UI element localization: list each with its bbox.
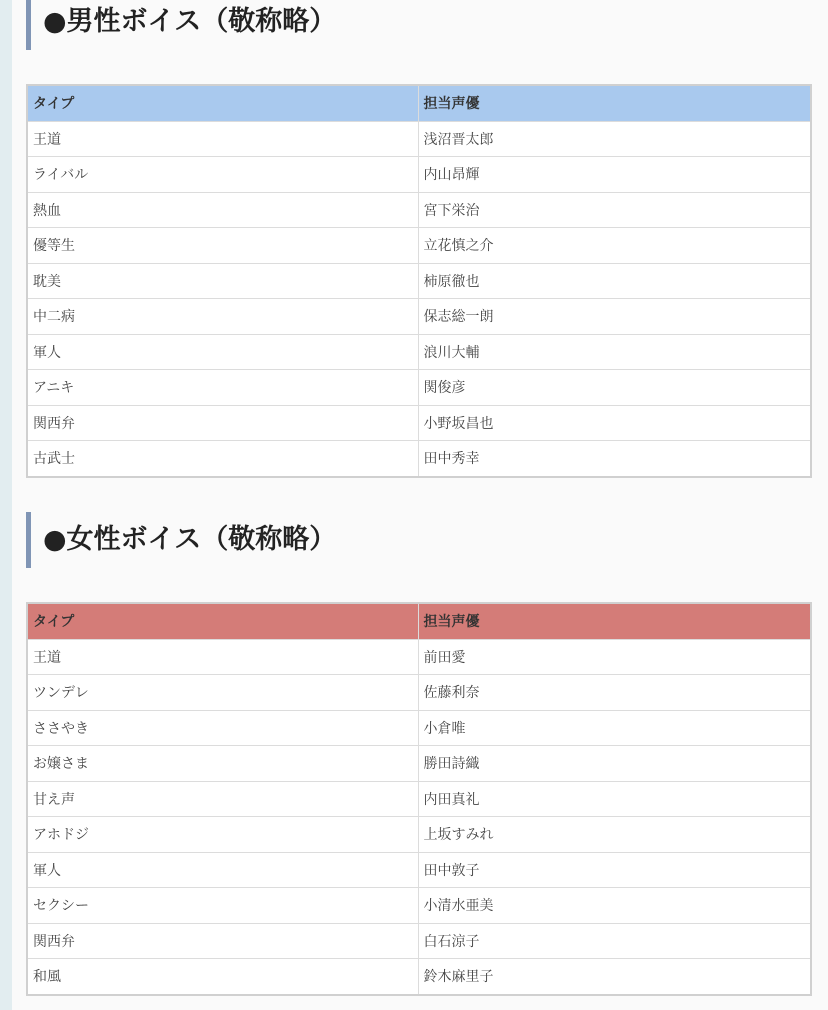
table-header-row — [27, 603, 811, 639]
table-row — [27, 299, 811, 335]
table-row — [27, 192, 811, 228]
voice-type-cell: アホドジ — [27, 817, 418, 853]
female-voice-heading: ●女性ボイス（敬称略） — [26, 512, 806, 568]
table-row — [27, 441, 811, 477]
voice-type-cell: 王道 — [27, 639, 418, 675]
column-header-type: タイプ — [27, 85, 418, 121]
voice-type-cell: 和風 — [27, 959, 418, 995]
table-row — [27, 334, 811, 370]
table-row — [27, 263, 811, 299]
table-row — [27, 817, 811, 853]
table-row — [27, 746, 811, 782]
table-row — [27, 710, 811, 746]
voice-actor-cell: 小清水亜美 — [418, 888, 811, 924]
voice-actor-cell: 浪川大輔 — [418, 334, 811, 370]
voice-actor-cell: 関俊彦 — [418, 370, 811, 406]
table-row — [27, 781, 811, 817]
voice-type-cell: 中二病 — [27, 299, 418, 335]
table-row — [27, 405, 811, 441]
female-voice-table — [26, 602, 812, 996]
voice-actor-cell: 田中秀幸 — [418, 441, 811, 477]
voice-actor-cell: 小倉唯 — [418, 710, 811, 746]
voice-actor-cell: 保志総一朗 — [418, 299, 811, 335]
voice-type-cell: 優等生 — [27, 228, 418, 264]
voice-actor-cell: 小野坂昌也 — [418, 405, 811, 441]
table-row — [27, 888, 811, 924]
voice-actor-cell: 宮下栄治 — [418, 192, 811, 228]
voice-actor-cell: 浅沼晋太郎 — [418, 121, 811, 157]
table-header-row — [27, 85, 811, 121]
table-row — [27, 675, 811, 711]
column-header-type: タイプ — [27, 603, 418, 639]
column-header-actor: 担当声優 — [418, 85, 811, 121]
voice-type-cell: 関西弁 — [27, 923, 418, 959]
voice-type-cell: 古武士 — [27, 441, 418, 477]
voice-type-cell: セクシー — [27, 888, 418, 924]
voice-actor-cell: 田中敦子 — [418, 852, 811, 888]
article-content — [12, 0, 828, 1010]
voice-type-cell: 熱血 — [27, 192, 418, 228]
table-row — [27, 959, 811, 995]
voice-type-cell: 関西弁 — [27, 405, 418, 441]
voice-type-cell: 王道 — [27, 121, 418, 157]
voice-type-cell: お嬢さま — [27, 746, 418, 782]
voice-type-cell: ライバル — [27, 157, 418, 193]
table-row — [27, 228, 811, 264]
voice-actor-cell: 柿原徹也 — [418, 263, 811, 299]
voice-type-cell: 耽美 — [27, 263, 418, 299]
male-voice-heading: ●男性ボイス（敬称略） — [26, 0, 806, 50]
voice-actor-cell: 立花慎之介 — [418, 228, 811, 264]
voice-type-cell: アニキ — [27, 370, 418, 406]
male-voice-table — [26, 84, 812, 478]
voice-actor-cell: 内田真礼 — [418, 781, 811, 817]
table-row — [27, 121, 811, 157]
voice-actor-cell: 白石涼子 — [418, 923, 811, 959]
voice-type-cell: 軍人 — [27, 334, 418, 370]
voice-type-cell: ツンデレ — [27, 675, 418, 711]
voice-type-cell: 軍人 — [27, 852, 418, 888]
column-header-actor: 担当声優 — [418, 603, 811, 639]
table-row — [27, 852, 811, 888]
table-row — [27, 639, 811, 675]
voice-actor-cell: 前田愛 — [418, 639, 811, 675]
voice-type-cell: 甘え声 — [27, 781, 418, 817]
voice-actor-cell: 内山昂輝 — [418, 157, 811, 193]
voice-type-cell: ささやき — [27, 710, 418, 746]
table-row — [27, 370, 811, 406]
table-row — [27, 923, 811, 959]
voice-actor-cell: 上坂すみれ — [418, 817, 811, 853]
voice-actor-cell: 鈴木麻里子 — [418, 959, 811, 995]
voice-actor-cell: 勝田詩織 — [418, 746, 811, 782]
voice-actor-cell: 佐藤利奈 — [418, 675, 811, 711]
table-row — [27, 157, 811, 193]
